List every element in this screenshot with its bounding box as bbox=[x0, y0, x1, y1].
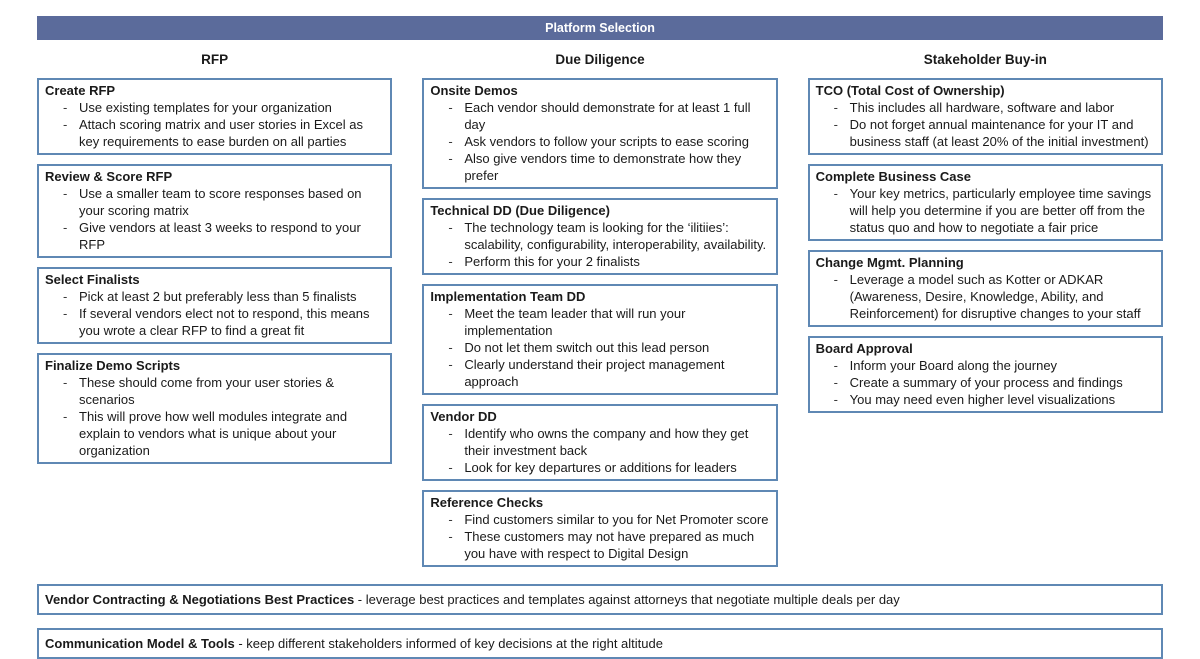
bullet-text: Clearly understand their project management approach bbox=[464, 357, 725, 389]
bullet-item bbox=[430, 99, 769, 133]
card-review-score-rfp bbox=[37, 164, 392, 258]
bullet-text: Ask vendors to follow your scripts to ease scoring bbox=[464, 134, 750, 149]
card-title: Finalize Demo Scripts bbox=[45, 358, 181, 373]
bullet-text: Look for key departures or additions for leaders bbox=[464, 460, 737, 475]
card-title: Review & Score RFP bbox=[45, 169, 173, 184]
bullet-dash: - bbox=[448, 254, 453, 269]
bullet-item bbox=[816, 357, 1155, 374]
card-title: Technical DD (Due Diligence) bbox=[430, 203, 610, 218]
card-complete-business-case bbox=[808, 164, 1163, 241]
bullet-text: Use existing templates for your organization bbox=[79, 100, 332, 115]
bullet-item bbox=[430, 305, 769, 339]
bullet-dash: - bbox=[833, 392, 838, 407]
bullet-text: If several vendors elect not to respond, this means you wrote a clear RFP to find a great fit bbox=[79, 306, 370, 338]
bullet-text: Identify who owns the company and how they get their investment back bbox=[464, 426, 749, 458]
columns-container bbox=[37, 48, 1163, 576]
footer-row-description: - keep different stakeholders informed of key decisions at the right altitude bbox=[234, 636, 663, 651]
column-title-due-diligence: Due Diligence bbox=[555, 52, 645, 67]
bullet-item bbox=[430, 459, 769, 476]
column-due-diligence bbox=[422, 48, 777, 576]
card-implementation-team-dd bbox=[422, 284, 777, 395]
bullet-item bbox=[430, 253, 769, 270]
bullet-dash: - bbox=[833, 375, 838, 390]
bullet-dash: - bbox=[448, 529, 453, 544]
bullet-text: Inform your Board along the journey bbox=[849, 358, 1058, 373]
bullet-text: Create a summary of your process and findings bbox=[849, 375, 1123, 390]
card-tco-total-cost-of-ownership bbox=[808, 78, 1163, 155]
bullet-text: Meet the team leader that will run your implementation bbox=[464, 306, 686, 338]
bullet-item bbox=[430, 511, 769, 528]
bullet-item bbox=[45, 116, 384, 150]
card-finalize-demo-scripts bbox=[37, 353, 392, 464]
card-reference-checks bbox=[422, 490, 777, 567]
bullet-item bbox=[816, 185, 1155, 236]
bullet-item bbox=[816, 116, 1155, 150]
card-title: Create RFP bbox=[45, 83, 116, 98]
bullet-dash: - bbox=[63, 409, 68, 424]
card-board-approval bbox=[808, 336, 1163, 413]
bullet-dash: - bbox=[833, 358, 838, 373]
bullet-item bbox=[430, 425, 769, 459]
card-title: Change Mgmt. Planning bbox=[815, 255, 964, 270]
bullet-dash: - bbox=[63, 220, 68, 235]
bullet-text: These should come from your user stories & scenarios bbox=[79, 375, 335, 407]
bullet-item bbox=[430, 150, 769, 184]
footer-row-vendor-contracting-negotiations-best-practices bbox=[37, 584, 1163, 615]
column-rfp bbox=[37, 48, 392, 576]
card-onsite-demos bbox=[422, 78, 777, 189]
bullet-item bbox=[816, 374, 1155, 391]
column-title-stakeholder-buy-in: Stakeholder Buy-in bbox=[923, 52, 1047, 67]
bullet-item bbox=[816, 99, 1155, 116]
bullet-item bbox=[816, 271, 1155, 322]
card-title: Implementation Team DD bbox=[430, 289, 586, 304]
bullet-item bbox=[430, 219, 769, 253]
footer-row-title: Communication Model & Tools bbox=[45, 636, 235, 651]
platform-selection-page bbox=[37, 0, 1163, 659]
bullet-text: Each vendor should demonstrate for at least 1 full day bbox=[464, 100, 751, 132]
bullet-text: Perform this for your 2 finalists bbox=[464, 254, 640, 269]
card-title: Reference Checks bbox=[430, 495, 544, 510]
bullet-dash: - bbox=[448, 512, 453, 527]
bullet-dash: - bbox=[833, 272, 838, 287]
card-select-finalists bbox=[37, 267, 392, 344]
bullet-item bbox=[430, 339, 769, 356]
bullet-item bbox=[45, 374, 384, 408]
card-create-rfp bbox=[37, 78, 392, 155]
bullet-text: Leverage a model such as Kotter or ADKAR (Awareness, Desire, Knowledge, Ability, and Reinforcement) for disruptive changes to your staff bbox=[849, 272, 1141, 321]
bullet-dash: - bbox=[63, 100, 68, 115]
footer-row-title: Vendor Contracting & Negotiations Best Practices bbox=[45, 592, 355, 607]
page-title-bar bbox=[37, 16, 1163, 40]
bullet-dash: - bbox=[448, 426, 453, 441]
card-title: Board Approval bbox=[815, 341, 913, 356]
card-technical-dd-due-diligence bbox=[422, 198, 777, 275]
bullet-dash: - bbox=[63, 289, 68, 304]
bullet-text: Do not forget annual maintenance for your IT and business staff (at least 20% of the initial investment) bbox=[849, 117, 1149, 149]
bullet-dash: - bbox=[63, 186, 68, 201]
bullet-dash: - bbox=[833, 100, 838, 115]
footer-row-communication-model-tools bbox=[37, 628, 1163, 659]
bullet-dash: - bbox=[833, 186, 838, 201]
bullet-item bbox=[45, 99, 384, 116]
bullet-dash: - bbox=[448, 134, 453, 149]
bullet-item bbox=[430, 356, 769, 390]
bullet-item bbox=[45, 219, 384, 253]
bullet-item bbox=[816, 391, 1155, 408]
bullet-text: This includes all hardware, software and labor bbox=[849, 100, 1115, 115]
bullet-dash: - bbox=[448, 460, 453, 475]
bullet-item bbox=[430, 133, 769, 150]
bullet-item bbox=[45, 185, 384, 219]
bullet-item bbox=[45, 288, 384, 305]
bullet-text: Find customers similar to you for Net Promoter score bbox=[464, 512, 769, 527]
card-title: Onsite Demos bbox=[430, 83, 518, 98]
bullet-text: Use a smaller team to score responses based on your scoring matrix bbox=[79, 186, 362, 218]
card-change-mgmt-planning bbox=[808, 250, 1163, 327]
bullet-dash: - bbox=[448, 306, 453, 321]
bullet-text: Your key metrics, particularly employee time savings will help you determine if you are better off from the status quo and how to negotiate a fair price bbox=[849, 186, 1152, 235]
bullet-dash: - bbox=[448, 100, 453, 115]
footer-rows bbox=[37, 584, 1163, 659]
bullet-text: The technology team is looking for the ‘ilitiies’: scalability, configurability, interoperability, availability. bbox=[464, 220, 767, 252]
card-title: Select Finalists bbox=[45, 272, 140, 287]
bullet-text: This will prove how well modules integrate and explain to vendors what is unique about your organization bbox=[79, 409, 348, 458]
card-title: TCO (Total Cost of Ownership) bbox=[815, 83, 1005, 98]
bullet-dash: - bbox=[63, 306, 68, 321]
bullet-text: Also give vendors time to demonstrate how they prefer bbox=[464, 151, 742, 183]
bullet-text: Do not let them switch out this lead person bbox=[464, 340, 710, 355]
bullet-text: You may need even higher level visualizations bbox=[849, 392, 1116, 407]
card-title: Vendor DD bbox=[430, 409, 497, 424]
footer-row-description: - leverage best practices and templates against attorneys that negotiate multiple deals per day bbox=[354, 592, 900, 607]
bullet-dash: - bbox=[63, 375, 68, 390]
bullet-dash: - bbox=[63, 117, 68, 132]
bullet-text: Attach scoring matrix and user stories in Excel as key requirements to ease burden on all parties bbox=[79, 117, 363, 149]
column-title-rfp: RFP bbox=[201, 52, 229, 67]
bullet-item bbox=[45, 408, 384, 459]
bullet-text: Pick at least 2 but preferably less than 5 finalists bbox=[79, 289, 357, 304]
bullet-item bbox=[430, 528, 769, 562]
bullet-item bbox=[45, 305, 384, 339]
card-title: Complete Business Case bbox=[815, 169, 971, 184]
column-stakeholder-buy-in bbox=[808, 48, 1163, 576]
bullet-text: Give vendors at least 3 weeks to respond to your RFP bbox=[79, 220, 361, 252]
bullet-dash: - bbox=[448, 151, 453, 166]
card-vendor-dd bbox=[422, 404, 777, 481]
bullet-dash: - bbox=[448, 220, 453, 235]
bullet-dash: - bbox=[448, 357, 453, 372]
page-title: Platform Selection bbox=[545, 21, 655, 35]
bullet-dash: - bbox=[833, 117, 838, 132]
bullet-dash: - bbox=[448, 340, 453, 355]
bullet-text: These customers may not have prepared as much you have with respect to Digital Design bbox=[464, 529, 755, 561]
